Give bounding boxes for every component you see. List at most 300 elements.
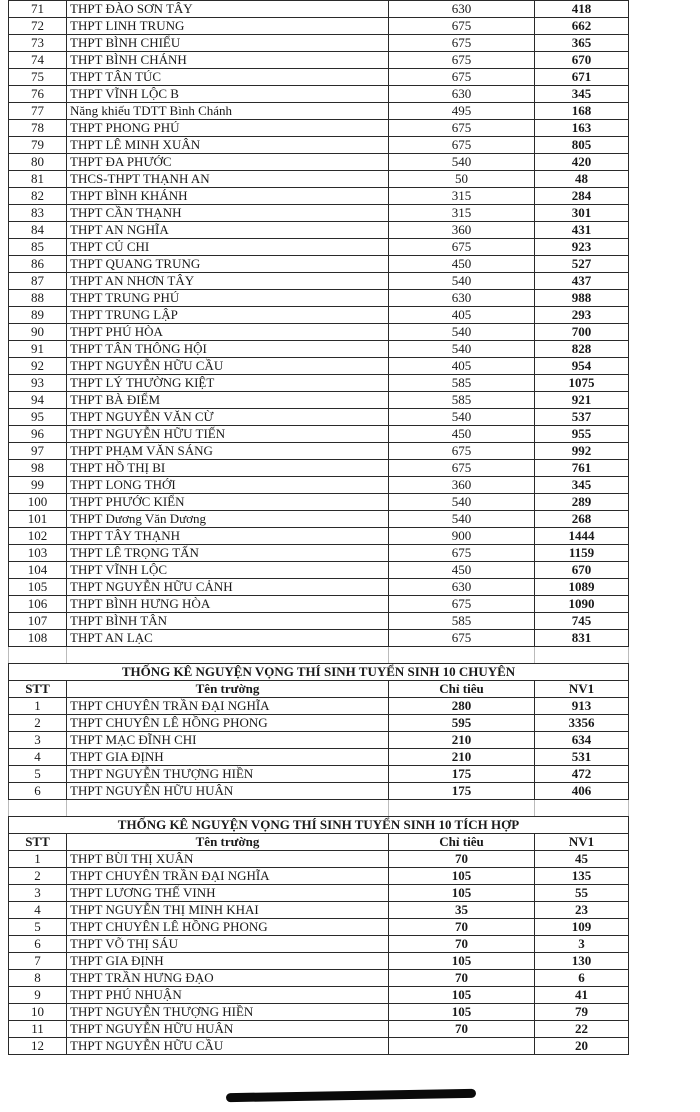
- row-stt: 98: [9, 460, 67, 477]
- table-row: [9, 69, 629, 86]
- row-school-name: THPT ĐA PHƯỚC: [67, 154, 389, 171]
- row-stt: 11: [9, 1020, 67, 1037]
- row-stt: 3: [9, 884, 67, 901]
- table-row: [9, 52, 629, 69]
- row-stt: 102: [9, 528, 67, 545]
- row-quota: 450: [389, 256, 535, 273]
- row-stt: 1: [9, 850, 67, 867]
- table-row: [9, 188, 629, 205]
- row-school-name: THPT LÊ TRỌNG TẤN: [67, 545, 389, 562]
- table-row: [9, 782, 629, 799]
- spreadsheet: [8, 0, 628, 1055]
- row-quota: 675: [389, 545, 535, 562]
- row-nv1: 22: [535, 1020, 629, 1037]
- row-quota: 70: [389, 969, 535, 986]
- row-stt: 90: [9, 324, 67, 341]
- table-row: [9, 1003, 629, 1020]
- row-stt: 84: [9, 222, 67, 239]
- table-row: [9, 273, 629, 290]
- row-nv1: 163: [535, 120, 629, 137]
- table-row: [9, 426, 629, 443]
- row-school-name: THPT HỒ THỊ BI: [67, 460, 389, 477]
- row-nv1: 41: [535, 986, 629, 1003]
- row-school-name: THPT CHUYÊN LÊ HỒNG PHONG: [67, 918, 389, 935]
- row-stt: 5: [9, 918, 67, 935]
- table-row: [9, 748, 629, 765]
- table-row: [9, 562, 629, 579]
- row-quota: 50: [389, 171, 535, 188]
- row-nv1: 365: [535, 35, 629, 52]
- row-nv1: 992: [535, 443, 629, 460]
- table-row: [9, 867, 629, 884]
- table-row: [9, 697, 629, 714]
- row-quota: 540: [389, 341, 535, 358]
- admission-table: [8, 0, 629, 1055]
- row-nv1: 527: [535, 256, 629, 273]
- row-quota: 175: [389, 765, 535, 782]
- table-row: [9, 1020, 629, 1037]
- row-stt: 104: [9, 562, 67, 579]
- row-stt: 103: [9, 545, 67, 562]
- row-school-name: THPT AN NHƠN TÂY: [67, 273, 389, 290]
- row-stt: 4: [9, 748, 67, 765]
- row-stt: 99: [9, 477, 67, 494]
- row-quota: 70: [389, 1020, 535, 1037]
- row-stt: 106: [9, 596, 67, 613]
- row-nv1: 670: [535, 52, 629, 69]
- row-nv1: 20: [535, 1037, 629, 1054]
- row-stt: 85: [9, 239, 67, 256]
- row-quota: 585: [389, 375, 535, 392]
- row-quota: 495: [389, 103, 535, 120]
- table-row: [9, 103, 629, 120]
- row-nv1: 268: [535, 511, 629, 528]
- row-school-name: THPT LONG THỚI: [67, 477, 389, 494]
- row-stt: 4: [9, 901, 67, 918]
- row-nv1: 431: [535, 222, 629, 239]
- row-quota: 630: [389, 86, 535, 103]
- table-row: [9, 884, 629, 901]
- row-stt: 8: [9, 969, 67, 986]
- table-row: [9, 222, 629, 239]
- row-stt: 82: [9, 188, 67, 205]
- row-school-name: THPT BÌNH CHIỂU: [67, 35, 389, 52]
- row-quota: 585: [389, 392, 535, 409]
- row-stt: 88: [9, 290, 67, 307]
- column-header-row: [9, 680, 629, 697]
- row-school-name: THPT AN NGHĨA: [67, 222, 389, 239]
- row-school-name: THPT TÂN THÔNG HỘI: [67, 341, 389, 358]
- row-quota: 360: [389, 477, 535, 494]
- row-stt: 73: [9, 35, 67, 52]
- row-quota: 210: [389, 731, 535, 748]
- row-school-name: THPT MẠC ĐĨNH CHI: [67, 731, 389, 748]
- integrated-schools-section: [9, 850, 629, 1054]
- row-stt: 93: [9, 375, 67, 392]
- row-quota: 675: [389, 120, 535, 137]
- row-quota: 405: [389, 307, 535, 324]
- table-row: [9, 154, 629, 171]
- row-school-name: THPT QUANG TRUNG: [67, 256, 389, 273]
- header-stt: STT: [9, 680, 67, 697]
- row-nv1: 537: [535, 409, 629, 426]
- row-quota: 900: [389, 528, 535, 545]
- row-school-name: THPT NGUYỄN THỊ MINH KHAI: [67, 901, 389, 918]
- row-stt: 10: [9, 1003, 67, 1020]
- row-school-name: THPT AN LẠC: [67, 630, 389, 647]
- row-school-name: THPT CHUYÊN LÊ HỒNG PHONG: [67, 714, 389, 731]
- row-quota: 595: [389, 714, 535, 731]
- table-row: [9, 935, 629, 952]
- table-row: [9, 714, 629, 731]
- row-nv1: 168: [535, 103, 629, 120]
- row-quota: 450: [389, 426, 535, 443]
- row-quota: 405: [389, 358, 535, 375]
- row-quota: 105: [389, 1003, 535, 1020]
- row-quota: 630: [389, 290, 535, 307]
- table-row: [9, 1, 629, 18]
- table-row: [9, 1037, 629, 1054]
- row-nv1: 345: [535, 477, 629, 494]
- section-title-row: [9, 663, 629, 680]
- row-stt: 78: [9, 120, 67, 137]
- row-stt: 75: [9, 69, 67, 86]
- row-nv1: 109: [535, 918, 629, 935]
- row-quota: 675: [389, 460, 535, 477]
- row-stt: 2: [9, 714, 67, 731]
- row-school-name: THPT BÌNH HƯNG HÒA: [67, 596, 389, 613]
- table-row: [9, 494, 629, 511]
- row-school-name: THPT PHƯỚC KIỂN: [67, 494, 389, 511]
- row-school-name: THCS-THPT THẠNH AN: [67, 171, 389, 188]
- row-nv1: 289: [535, 494, 629, 511]
- table-row: [9, 290, 629, 307]
- table-row: [9, 596, 629, 613]
- row-nv1: 301: [535, 205, 629, 222]
- table-row: [9, 375, 629, 392]
- row-school-name: THPT VĨNH LỘC B: [67, 86, 389, 103]
- table-row: [9, 341, 629, 358]
- row-stt: 83: [9, 205, 67, 222]
- row-stt: 96: [9, 426, 67, 443]
- row-school-name: THPT BÙI THỊ XUÂN: [67, 850, 389, 867]
- row-stt: 71: [9, 1, 67, 18]
- row-nv1: 437: [535, 273, 629, 290]
- row-stt: 12: [9, 1037, 67, 1054]
- row-quota: 540: [389, 154, 535, 171]
- row-quota: 540: [389, 324, 535, 341]
- row-quota: 675: [389, 137, 535, 154]
- row-stt: 95: [9, 409, 67, 426]
- blank-row: [9, 647, 629, 664]
- table-row: [9, 239, 629, 256]
- header-name: Tên trường: [67, 833, 389, 850]
- row-quota: 105: [389, 867, 535, 884]
- row-quota: 675: [389, 443, 535, 460]
- row-school-name: THPT NGUYỄN HỮU HUÂN: [67, 782, 389, 799]
- row-nv1: 671: [535, 69, 629, 86]
- row-nv1: 988: [535, 290, 629, 307]
- row-nv1: 130: [535, 952, 629, 969]
- row-quota: 450: [389, 562, 535, 579]
- table-row: [9, 86, 629, 103]
- row-nv1: 1075: [535, 375, 629, 392]
- row-nv1: 670: [535, 562, 629, 579]
- row-nv1: 418: [535, 1, 629, 18]
- table-row: [9, 630, 629, 647]
- row-quota: 540: [389, 409, 535, 426]
- row-stt: 101: [9, 511, 67, 528]
- row-nv1: 745: [535, 613, 629, 630]
- row-nv1: 634: [535, 731, 629, 748]
- table-row: [9, 307, 629, 324]
- row-school-name: THPT CẦN THẠNH: [67, 205, 389, 222]
- table-row: [9, 324, 629, 341]
- row-stt: 105: [9, 579, 67, 596]
- row-quota: 540: [389, 494, 535, 511]
- row-stt: 91: [9, 341, 67, 358]
- row-stt: 77: [9, 103, 67, 120]
- row-quota: 675: [389, 239, 535, 256]
- table-row: [9, 35, 629, 52]
- row-quota: 315: [389, 188, 535, 205]
- row-quota: 210: [389, 748, 535, 765]
- row-school-name: THPT TÂN TÚC: [67, 69, 389, 86]
- row-school-name: Năng khiếu TDTT Bình Chánh: [67, 103, 389, 120]
- row-nv1: 700: [535, 324, 629, 341]
- row-school-name: THPT BÌNH KHÁNH: [67, 188, 389, 205]
- table-row: [9, 952, 629, 969]
- row-nv1: 55: [535, 884, 629, 901]
- row-school-name: THPT NGUYỄN HỮU CẢNH: [67, 579, 389, 596]
- header-quota: Chỉ tiêu: [389, 680, 535, 697]
- row-stt: 74: [9, 52, 67, 69]
- table-row: [9, 171, 629, 188]
- table-row: [9, 765, 629, 782]
- row-quota: 675: [389, 596, 535, 613]
- row-stt: 107: [9, 613, 67, 630]
- row-quota: 585: [389, 613, 535, 630]
- row-quota: [389, 1037, 535, 1054]
- row-nv1: 79: [535, 1003, 629, 1020]
- row-quota: 105: [389, 884, 535, 901]
- row-nv1: 3356: [535, 714, 629, 731]
- row-stt: 80: [9, 154, 67, 171]
- row-nv1: 6: [535, 969, 629, 986]
- row-quota: 175: [389, 782, 535, 799]
- row-nv1: 923: [535, 239, 629, 256]
- row-stt: 100: [9, 494, 67, 511]
- row-school-name: THPT NGUYỄN HỮU HUÂN: [67, 1020, 389, 1037]
- row-stt: 3: [9, 731, 67, 748]
- row-stt: 97: [9, 443, 67, 460]
- row-stt: 94: [9, 392, 67, 409]
- row-school-name: THPT NGUYỄN THƯỢNG HIỀN: [67, 1003, 389, 1020]
- row-quota: 675: [389, 18, 535, 35]
- row-school-name: THPT CHUYÊN TRẦN ĐẠI NGHĨA: [67, 697, 389, 714]
- row-stt: 89: [9, 307, 67, 324]
- row-quota: 540: [389, 273, 535, 290]
- row-school-name: THPT PHÚ HÒA: [67, 324, 389, 341]
- row-stt: 6: [9, 935, 67, 952]
- row-quota: 540: [389, 511, 535, 528]
- row-nv1: 48: [535, 171, 629, 188]
- row-nv1: 406: [535, 782, 629, 799]
- row-quota: 630: [389, 1, 535, 18]
- row-school-name: THPT NGUYỄN THƯỢNG HIỀN: [67, 765, 389, 782]
- row-nv1: 135: [535, 867, 629, 884]
- header-name: Tên trường: [67, 680, 389, 697]
- row-quota: 70: [389, 918, 535, 935]
- row-stt: 81: [9, 171, 67, 188]
- table-row: [9, 731, 629, 748]
- row-school-name: THPT PHẠM VĂN SÁNG: [67, 443, 389, 460]
- table-row: [9, 358, 629, 375]
- table-row: [9, 477, 629, 494]
- row-school-name: THPT LÝ THƯỜNG KIỆT: [67, 375, 389, 392]
- row-school-name: THPT TÂY THẠNH: [67, 528, 389, 545]
- header-nv1: NV1: [535, 833, 629, 850]
- row-stt: 92: [9, 358, 67, 375]
- row-school-name: THPT NGUYỄN HỮU CẦU: [67, 358, 389, 375]
- row-nv1: 662: [535, 18, 629, 35]
- row-school-name: THPT GIA ĐỊNH: [67, 952, 389, 969]
- row-nv1: 1089: [535, 579, 629, 596]
- row-stt: 2: [9, 867, 67, 884]
- specialized-schools-section: [9, 697, 629, 799]
- specialized-header-block: [9, 647, 629, 698]
- row-nv1: 913: [535, 697, 629, 714]
- row-nv1: 761: [535, 460, 629, 477]
- row-school-name: THPT NGUYỄN HỮU CẦU: [67, 1037, 389, 1054]
- row-quota: 675: [389, 35, 535, 52]
- row-school-name: THPT BÌNH CHÁNH: [67, 52, 389, 69]
- table-row: [9, 409, 629, 426]
- row-school-name: THPT LƯƠNG THẾ VINH: [67, 884, 389, 901]
- row-quota: 35: [389, 901, 535, 918]
- row-quota: 315: [389, 205, 535, 222]
- row-school-name: THPT LÊ MINH XUÂN: [67, 137, 389, 154]
- table-row: [9, 205, 629, 222]
- row-school-name: THPT BÀ ĐIỂM: [67, 392, 389, 409]
- blank-row: [9, 799, 629, 816]
- row-school-name: THPT LINH TRUNG: [67, 18, 389, 35]
- row-school-name: THPT PHÚ NHUẬN: [67, 986, 389, 1003]
- row-nv1: 805: [535, 137, 629, 154]
- specialized-section-title: THỐNG KÊ NGUYỆN VỌNG THÍ SINH TUYỂN SINH 10 CHUYÊN: [9, 663, 629, 680]
- table-row: [9, 18, 629, 35]
- row-school-name: THPT VĨNH LỘC: [67, 562, 389, 579]
- row-school-name: THPT VÕ THỊ SÁU: [67, 935, 389, 952]
- table-row: [9, 901, 629, 918]
- table-row: [9, 545, 629, 562]
- row-nv1: 23: [535, 901, 629, 918]
- row-nv1: 1444: [535, 528, 629, 545]
- table-row: [9, 579, 629, 596]
- integrated-section-title: THỐNG KÊ NGUYỆN VỌNG THÍ SINH TUYỂN SINH 10 TÍCH HỢP: [9, 816, 629, 833]
- header-nv1: NV1: [535, 680, 629, 697]
- row-stt: 79: [9, 137, 67, 154]
- table-row: [9, 460, 629, 477]
- row-stt: 1: [9, 697, 67, 714]
- row-nv1: 284: [535, 188, 629, 205]
- row-nv1: 1159: [535, 545, 629, 562]
- row-nv1: 1090: [535, 596, 629, 613]
- row-quota: 280: [389, 697, 535, 714]
- row-quota: 105: [389, 952, 535, 969]
- table-row: [9, 511, 629, 528]
- row-nv1: 954: [535, 358, 629, 375]
- row-nv1: 828: [535, 341, 629, 358]
- row-stt: 108: [9, 630, 67, 647]
- row-stt: 87: [9, 273, 67, 290]
- row-stt: 7: [9, 952, 67, 969]
- row-school-name: THPT BÌNH TÂN: [67, 613, 389, 630]
- section-title-row: [9, 816, 629, 833]
- table-row: [9, 850, 629, 867]
- header-quota: Chỉ tiêu: [389, 833, 535, 850]
- row-nv1: 472: [535, 765, 629, 782]
- table-row: [9, 392, 629, 409]
- row-school-name: THPT GIA ĐỊNH: [67, 748, 389, 765]
- table-row: [9, 528, 629, 545]
- row-quota: 70: [389, 935, 535, 952]
- row-stt: 9: [9, 986, 67, 1003]
- row-quota: 675: [389, 52, 535, 69]
- row-school-name: THPT PHONG PHÚ: [67, 120, 389, 137]
- row-school-name: THPT CHUYÊN TRẦN ĐẠI NGHĨA: [67, 867, 389, 884]
- row-school-name: THPT NGUYỄN VĂN CỪ: [67, 409, 389, 426]
- row-stt: 76: [9, 86, 67, 103]
- regular-schools-section: [9, 1, 629, 647]
- row-quota: 630: [389, 579, 535, 596]
- row-quota: 675: [389, 69, 535, 86]
- row-school-name: THPT NGUYỄN HỮU TIẾN: [67, 426, 389, 443]
- table-row: [9, 613, 629, 630]
- table-row: [9, 969, 629, 986]
- row-nv1: 955: [535, 426, 629, 443]
- row-stt: 86: [9, 256, 67, 273]
- row-school-name: THPT ĐÀO SƠN TÂY: [67, 1, 389, 18]
- integrated-header-block: [9, 799, 629, 850]
- row-school-name: THPT Dương Văn Dương: [67, 511, 389, 528]
- row-nv1: 3: [535, 935, 629, 952]
- row-stt: 5: [9, 765, 67, 782]
- table-row: [9, 918, 629, 935]
- header-stt: STT: [9, 833, 67, 850]
- column-header-row: [9, 833, 629, 850]
- row-nv1: 531: [535, 748, 629, 765]
- row-nv1: 345: [535, 86, 629, 103]
- row-nv1: 921: [535, 392, 629, 409]
- row-quota: 675: [389, 630, 535, 647]
- row-school-name: THPT TRUNG LẬP: [67, 307, 389, 324]
- row-stt: 72: [9, 18, 67, 35]
- table-row: [9, 120, 629, 137]
- table-row: [9, 986, 629, 1003]
- row-school-name: THPT CỦ CHI: [67, 239, 389, 256]
- row-nv1: 831: [535, 630, 629, 647]
- row-nv1: 293: [535, 307, 629, 324]
- row-quota: 360: [389, 222, 535, 239]
- table-row: [9, 256, 629, 273]
- table-row: [9, 137, 629, 154]
- redaction-scribble: [226, 1089, 476, 1102]
- row-nv1: 45: [535, 850, 629, 867]
- table-row: [9, 443, 629, 460]
- row-school-name: THPT TRẦN HƯNG ĐẠO: [67, 969, 389, 986]
- row-quota: 105: [389, 986, 535, 1003]
